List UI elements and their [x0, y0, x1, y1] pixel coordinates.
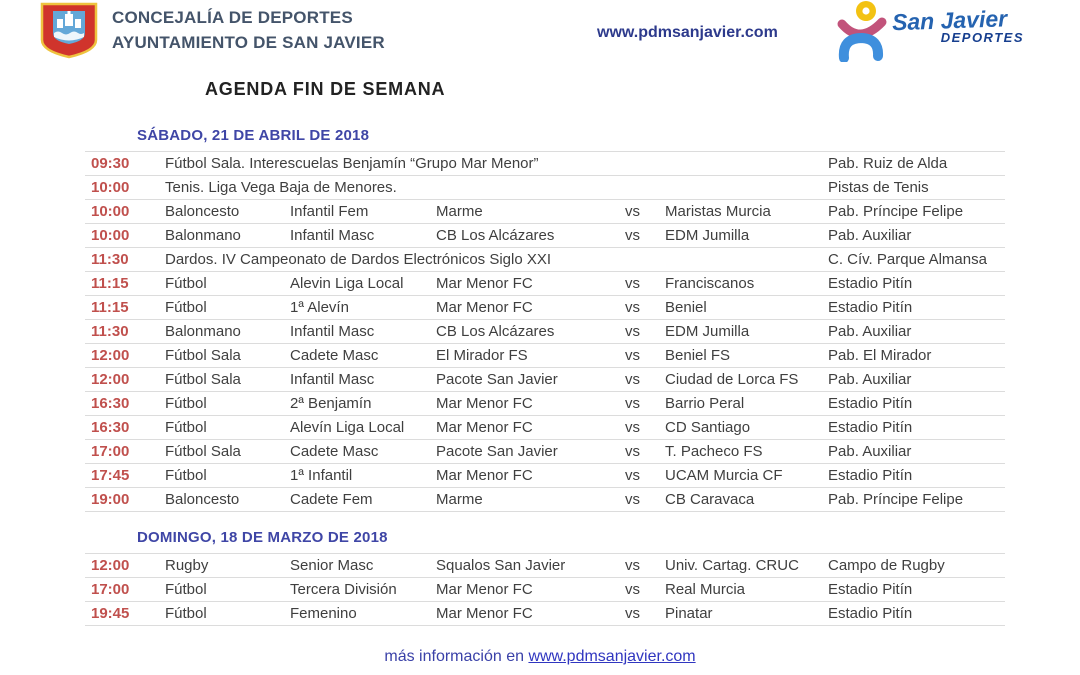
event-time: 11:15 [91, 299, 129, 316]
schedule-row [85, 152, 1005, 176]
event-venue: Pab. Auxiliar [828, 227, 912, 244]
vs-label: vs [625, 605, 640, 622]
home-team: El Mirador FS [436, 347, 528, 364]
home-team: Mar Menor FC [436, 299, 533, 316]
vs-label: vs [625, 443, 640, 460]
event-venue: Estadio Pitín [828, 299, 913, 316]
event-sport: Rugby [165, 557, 209, 574]
event-venue: Pistas de Tenis [828, 179, 929, 196]
event-category: Cadete Masc [290, 347, 379, 364]
schedule-row [85, 320, 1005, 344]
header-website-link[interactable]: www.pdmsanjavier.com [597, 24, 778, 41]
home-team: CB Los Alcázares [436, 227, 555, 244]
home-team: CB Los Alcázares [436, 323, 555, 340]
san-javier-deportes-icon [830, 0, 892, 62]
event-time: 12:00 [91, 347, 130, 364]
vs-label: vs [625, 299, 640, 316]
home-team: Mar Menor FC [436, 395, 533, 412]
schedule-row [85, 176, 1005, 200]
section-heading: DOMINGO, 18 DE MARZO DE 2018 [137, 529, 388, 546]
footer-website-link[interactable]: www.pdmsanjavier.com [528, 648, 696, 665]
vs-label: vs [625, 371, 640, 388]
event-time: 11:30 [91, 323, 129, 340]
event-category: Infantil Masc [290, 323, 375, 340]
event-category: Femenino [290, 605, 357, 622]
event-category: Cadete Masc [290, 443, 379, 460]
event-sport: Fútbol Sala [165, 443, 241, 460]
event-venue: C. Cív. Parque Almansa [828, 251, 987, 268]
brand-name: San Javier [891, 5, 1008, 36]
vs-label: vs [625, 347, 640, 364]
schedule-row [85, 554, 1005, 578]
away-team: CB Caravaca [665, 491, 755, 508]
event-time: 17:00 [91, 443, 130, 460]
event-sport: Fútbol [165, 419, 207, 436]
event-time: 10:00 [91, 227, 130, 244]
event-venue: Estadio Pitín [828, 581, 913, 598]
event-venue: Pab. Príncipe Felipe [828, 491, 964, 508]
schedule-row [85, 296, 1005, 320]
home-team: Pacote San Javier [436, 371, 558, 388]
schedule-row [85, 200, 1005, 224]
event-sport: Fútbol [165, 299, 207, 316]
event-time: 16:30 [91, 395, 130, 412]
event-sport: Fútbol Sala [165, 347, 241, 364]
event-time: 17:00 [91, 581, 130, 598]
organization-line2: AYUNTAMIENTO DE SAN JAVIER [112, 33, 385, 52]
home-team: Mar Menor FC [436, 467, 533, 484]
away-team: Ciudad de Lorca FS [665, 371, 799, 388]
organization-title [112, 5, 385, 55]
saturday-section [0, 126, 1080, 512]
event-time: 12:00 [91, 557, 130, 574]
event-time: 16:30 [91, 419, 130, 436]
event-category: 2ª Benjamín [290, 395, 372, 412]
home-team: Pacote San Javier [436, 443, 558, 460]
event-sport: Fútbol [165, 395, 207, 412]
event-sport: Baloncesto [165, 203, 240, 220]
event-time: 10:00 [91, 179, 130, 196]
event-sport: Fútbol [165, 605, 207, 622]
event-category: Alevin Liga Local [290, 275, 404, 292]
schedule-row [85, 416, 1005, 440]
event-description: Tenis. Liga Vega Baja de Menores. [165, 179, 397, 196]
schedule-row [85, 248, 1005, 272]
vs-label: vs [625, 557, 640, 574]
vs-label: vs [625, 203, 640, 220]
away-team: Beniel [665, 299, 707, 316]
vs-label: vs [625, 227, 640, 244]
event-venue: Pab. Auxiliar [828, 371, 912, 388]
brand-subtitle: DEPORTES [940, 30, 1024, 45]
event-category: 1ª Alevín [290, 299, 349, 316]
town-crest-logo [38, 2, 100, 59]
home-team: Marme [436, 491, 483, 508]
away-team: Barrio Peral [665, 395, 745, 412]
footer-text: más información en [384, 648, 529, 665]
event-venue: Estadio Pitín [828, 605, 913, 622]
schedule-row [85, 440, 1005, 464]
event-venue: Estadio Pitín [828, 275, 913, 292]
event-venue: Pab. Auxiliar [828, 443, 912, 460]
event-time: 17:45 [91, 467, 130, 484]
home-team: Mar Menor FC [436, 581, 533, 598]
home-team: Marme [436, 203, 483, 220]
vs-label: vs [625, 467, 640, 484]
event-time: 11:30 [91, 251, 129, 268]
away-team: Beniel FS [665, 347, 731, 364]
event-category: Cadete Fem [290, 491, 373, 508]
schedule-row [85, 272, 1005, 296]
event-venue: Campo de Rugby [828, 557, 945, 574]
event-venue: Estadio Pitín [828, 467, 913, 484]
home-team: Mar Menor FC [436, 605, 533, 622]
away-team: T. Pacheco FS [665, 443, 763, 460]
schedule-row [85, 464, 1005, 488]
event-category: Alevín Liga Local [290, 419, 405, 436]
event-category: Tercera División [290, 581, 397, 598]
event-category: Infantil Fem [290, 203, 369, 220]
event-time: 19:45 [91, 605, 130, 622]
away-team: CD Santiago [665, 419, 751, 436]
vs-label: vs [625, 581, 640, 598]
event-venue: Pab. Príncipe Felipe [828, 203, 964, 220]
vs-label: vs [625, 275, 640, 292]
schedule-table [85, 151, 1005, 512]
away-team: EDM Jumilla [665, 323, 750, 340]
away-team: Franciscanos [665, 275, 755, 292]
vs-label: vs [625, 395, 640, 412]
event-sport: Balonmano [165, 323, 241, 340]
schedule-table [85, 553, 1005, 626]
away-team: Univ. Cartag. CRUC [665, 557, 799, 574]
schedule-row [85, 578, 1005, 602]
event-venue: Pab. Ruiz de Alda [828, 155, 948, 172]
vs-label: vs [625, 419, 640, 436]
event-venue: Estadio Pitín [828, 419, 913, 436]
schedule-row [85, 488, 1005, 512]
event-description: Fútbol Sala. Interescuelas Benjamín “Grupo Mar Menor” [165, 155, 539, 172]
away-team: Real Murcia [665, 581, 746, 598]
schedule-row [85, 602, 1005, 626]
home-team: Mar Menor FC [436, 275, 533, 292]
event-sport: Fútbol [165, 275, 207, 292]
home-team: Mar Menor FC [436, 419, 533, 436]
footer [0, 648, 1080, 666]
schedule-row [85, 392, 1005, 416]
event-category: 1ª Infantil [290, 467, 353, 484]
event-time: 12:00 [91, 371, 130, 388]
brand-logo-text [891, 5, 1024, 45]
section-heading: SÁBADO, 21 DE ABRIL DE 2018 [137, 127, 370, 144]
schedule-row [85, 344, 1005, 368]
event-sport: Baloncesto [165, 491, 240, 508]
event-venue: Pab. El Mirador [828, 347, 932, 364]
schedule-row [85, 368, 1005, 392]
schedule-row [85, 224, 1005, 248]
organization-line1: CONCEJALÍA DE DEPORTES [112, 8, 353, 27]
event-venue: Estadio Pitín [828, 395, 913, 412]
event-sport: Fútbol [165, 467, 207, 484]
event-time: 10:00 [91, 203, 130, 220]
vs-label: vs [625, 323, 640, 340]
home-team: Squalos San Javier [436, 557, 566, 574]
away-team: Pinatar [665, 605, 713, 622]
event-category: Senior Masc [290, 557, 374, 574]
event-venue: Pab. Auxiliar [828, 323, 912, 340]
away-team: Maristas Murcia [665, 203, 771, 220]
event-sport: Fútbol Sala [165, 371, 241, 388]
event-time: 19:00 [91, 491, 130, 508]
event-sport: Fútbol [165, 581, 207, 598]
away-team: EDM Jumilla [665, 227, 750, 244]
sunday-section [0, 528, 1080, 626]
event-time: 09:30 [91, 155, 130, 172]
event-sport: Balonmano [165, 227, 241, 244]
event-description: Dardos. IV Campeonato de Dardos Electrónicos Siglo XXI [165, 251, 552, 268]
page-title: AGENDA FIN DE SEMANA [205, 79, 446, 99]
event-category: Infantil Masc [290, 371, 375, 388]
vs-label: vs [625, 491, 640, 508]
event-category: Infantil Masc [290, 227, 375, 244]
event-time: 11:15 [91, 275, 129, 292]
away-team: UCAM Murcia CF [665, 467, 783, 484]
